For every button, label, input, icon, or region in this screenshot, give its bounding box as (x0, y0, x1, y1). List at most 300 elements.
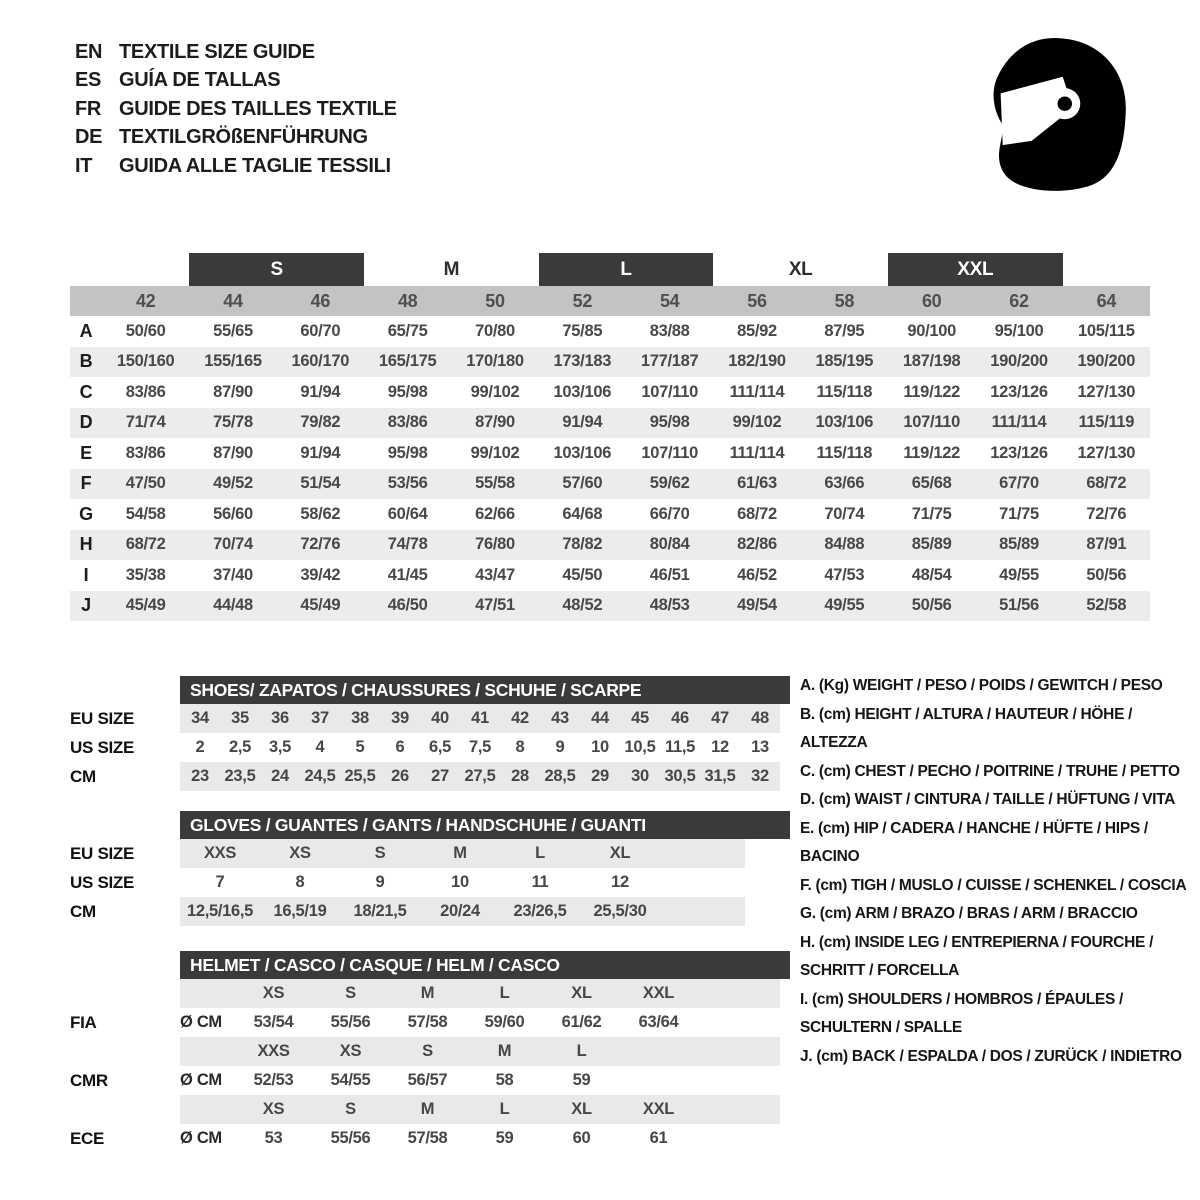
shoes-table (70, 676, 790, 791)
language-label: GUIDE DES TAILLES TEXTILE (119, 97, 397, 120)
table-cell: 43/47 (475, 565, 515, 584)
cell: 9 (555, 738, 565, 756)
cell: 28 (511, 767, 529, 785)
cell: 12 (611, 873, 629, 891)
cell: 60 (572, 1129, 591, 1147)
cell: 53/54 (253, 1013, 294, 1031)
table-cell: 66/70 (649, 504, 690, 523)
table-cell: 103/106 (815, 413, 874, 432)
legend-item: G. (cm) ARM / BRAZO / BRAS / ARM / BRACCIO (800, 905, 1138, 922)
table-cell: 107/110 (641, 443, 698, 462)
table-cell: 85/89 (911, 535, 952, 554)
table-cell: 62/66 (475, 504, 515, 523)
table-cell: 91/94 (300, 443, 341, 462)
row-label: EU SIZE (70, 843, 135, 863)
numeric-size: 60 (921, 290, 942, 311)
numeric-size: 64 (1096, 290, 1117, 311)
size-band (180, 897, 745, 926)
cell: L (576, 1042, 587, 1060)
cell: XS (262, 984, 285, 1002)
table-cell: 71/75 (911, 504, 952, 523)
cell: 3,5 (268, 738, 292, 756)
table-cell: 155/165 (204, 352, 262, 371)
cell: 41 (471, 709, 489, 727)
row-letter: I (83, 564, 89, 585)
legend-item: H. (cm) INSIDE LEG / ENTREPIERNA / FOURCHE / SCHRITT / FORCELLA (800, 933, 1154, 979)
table-cell: 35/38 (125, 565, 166, 584)
table-cell: 48/54 (911, 565, 952, 584)
table-cell: 41/45 (387, 565, 428, 584)
table-cell: 83/88 (649, 321, 690, 340)
size-group-xxl: XXL (888, 253, 1063, 286)
table-cell: 46/51 (649, 565, 690, 584)
numeric-size: 44 (223, 290, 243, 311)
table-cell: 103/106 (553, 443, 612, 462)
cell: 9 (375, 873, 385, 891)
cell: XS (262, 1100, 285, 1118)
cell: 2 (195, 738, 205, 756)
cell: L (499, 1100, 510, 1118)
language-label: GUIDA ALLE TAGLIE TESSILI (119, 154, 391, 177)
cell: 59 (572, 1071, 591, 1089)
table-cell: 83/86 (387, 413, 428, 432)
language-list (75, 38, 397, 181)
cell: 55/56 (330, 1129, 371, 1147)
table-cell: 111/114 (729, 382, 785, 401)
row-label (70, 1037, 180, 1066)
cell: XL (571, 984, 592, 1002)
table-cell: 50/56 (1086, 565, 1127, 584)
size-row (70, 979, 790, 1008)
legend-item: D. (cm) WAIST / CINTURA / TAILLE / HÜFTUNG / VITA (800, 791, 1176, 808)
table-cell: 87/95 (824, 321, 865, 340)
cell: 38 (351, 709, 369, 727)
table-cell: 63/66 (824, 474, 865, 493)
table-cell: 123/126 (990, 443, 1048, 462)
measurement-legend (800, 672, 1198, 1071)
language-code: FR (75, 97, 102, 120)
row-letter: C (79, 381, 93, 402)
cell: 34 (191, 709, 209, 727)
table-cell: 71/75 (999, 504, 1039, 523)
table-row (70, 408, 1150, 439)
cell: 23,5 (224, 767, 256, 785)
table-cell: 64/68 (562, 504, 603, 523)
table-cell: 45/50 (562, 565, 603, 584)
gloves-table (70, 811, 790, 926)
racing-helmet-icon (982, 32, 1132, 194)
size-row (70, 1124, 790, 1153)
standard-label: FIA (70, 1012, 97, 1032)
language-label: TEXTILGRÖßENFÜHRUNG (119, 126, 368, 149)
cell: 36 (271, 709, 289, 727)
cell: 30,5 (664, 767, 696, 785)
size-group-m: M (443, 258, 460, 280)
table-cell: 99/102 (732, 413, 782, 432)
cell: 13 (751, 738, 769, 756)
cell: 63/64 (638, 1013, 679, 1031)
size-band (180, 733, 780, 762)
table-cell: 44/48 (213, 596, 253, 615)
table-cell: 115/118 (816, 382, 873, 401)
table-cell: 72/76 (1086, 504, 1127, 523)
diameter-label: Ø CM (180, 1013, 222, 1031)
table-cell: 80/84 (649, 535, 690, 554)
language-code: ES (75, 69, 102, 92)
language-item (75, 95, 397, 124)
numeric-size: 42 (135, 290, 156, 311)
cell: 11 (531, 873, 549, 891)
size-group-row (70, 253, 1150, 286)
cell: 23 (191, 767, 209, 785)
size-group-s: S (189, 253, 364, 286)
numeric-size: 46 (310, 290, 331, 311)
size-row (70, 762, 790, 791)
table-cell: 170/180 (466, 352, 524, 371)
table-cell: 49/55 (824, 596, 865, 615)
row-letter: E (80, 442, 92, 463)
table-cell: 54/58 (125, 504, 166, 523)
table-cell: 67/70 (999, 474, 1039, 493)
table-cell: 107/110 (903, 413, 960, 432)
table-cell: 70/80 (475, 321, 515, 340)
size-group-xl: XL (788, 258, 813, 280)
row-label: US SIZE (70, 872, 135, 892)
cell: 47 (711, 709, 729, 727)
accessory-tables (70, 676, 790, 1173)
cell: XXS (257, 1042, 290, 1060)
table-cell: 95/98 (387, 443, 428, 462)
numeric-size: 50 (485, 290, 505, 311)
table-cell: 91/94 (300, 382, 341, 401)
table-row (70, 560, 1150, 591)
table-cell: 79/82 (300, 413, 341, 432)
table-cell: 37/40 (213, 565, 253, 584)
language-label: GUÍA DE TALLAS (119, 69, 281, 92)
size-row (70, 839, 790, 868)
table-cell: 48/52 (562, 596, 603, 615)
language-code: EN (75, 40, 103, 63)
table-row (70, 499, 1150, 530)
cell: 37 (311, 709, 329, 727)
table-cell: 83/86 (125, 382, 166, 401)
cell: 39 (391, 709, 409, 727)
table-cell: 107/110 (641, 382, 698, 401)
cell: 18/21,5 (353, 902, 407, 920)
table-cell: 185/195 (815, 352, 874, 371)
size-row (70, 897, 790, 926)
table-cell: 111/114 (729, 443, 785, 462)
table-cell: 59/62 (649, 474, 690, 493)
table-cell: 70/74 (824, 504, 865, 523)
gloves-header: GLOVES / GUANTES / GANTS / HANDSCHUHE / GUANTI (180, 811, 790, 839)
shoes-body (70, 704, 790, 791)
table-cell: 87/90 (475, 413, 515, 432)
cell: 40 (431, 709, 449, 727)
cell: 8 (295, 873, 305, 891)
table-row (70, 438, 1150, 469)
size-row (70, 1037, 790, 1066)
table-cell: 39/42 (300, 565, 341, 584)
cell: XS (289, 844, 311, 862)
table-cell: 55/65 (213, 321, 253, 340)
table-cell: 75/78 (213, 413, 253, 432)
size-row (70, 1095, 790, 1124)
cell: 28,5 (544, 767, 576, 785)
cell: XL (609, 844, 631, 862)
table-row (70, 591, 1150, 622)
cell: XL (571, 1100, 592, 1118)
cell: 10,5 (624, 738, 656, 756)
cell: 12,5/16,5 (186, 902, 254, 920)
cell: 16,5/19 (273, 902, 327, 920)
size-band (180, 1124, 780, 1153)
table-row (70, 316, 1150, 347)
size-row (70, 1008, 790, 1037)
cell: 27,5 (464, 767, 496, 785)
table-cell: 51/56 (999, 596, 1039, 615)
row-letter-spacer (70, 286, 102, 316)
table-cell: 53/56 (387, 474, 428, 493)
table-cell: 46/52 (737, 565, 777, 584)
cell: 55/56 (330, 1013, 371, 1031)
row-label: EU SIZE (70, 708, 135, 728)
table-cell: 87/90 (213, 443, 253, 462)
cell: XXL (642, 984, 675, 1002)
cell: 26 (391, 767, 409, 785)
table-cell: 127/130 (1077, 382, 1136, 401)
cell: 6 (395, 738, 405, 756)
cell: 20/24 (440, 902, 480, 920)
row-letter: J (81, 595, 91, 616)
cell: XXL (642, 1100, 675, 1118)
cell: 42 (511, 709, 529, 727)
table-cell: 47/51 (475, 596, 515, 615)
table-cell: 87/90 (213, 382, 253, 401)
cell: 7,5 (468, 738, 492, 756)
cell: 27 (431, 767, 449, 785)
table-cell: 95/98 (387, 382, 428, 401)
legend-item: J. (cm) BACK / ESPALDA / DOS / ZURÜCK / INDIETRO (800, 1047, 1182, 1065)
cell: 31,5 (704, 767, 736, 785)
table-cell: 68/72 (125, 535, 166, 554)
table-cell: 71/74 (125, 413, 166, 432)
helmet-table (70, 951, 790, 1153)
table-cell: 52/58 (1086, 596, 1127, 615)
table-cell: 119/122 (903, 382, 960, 401)
row-letter: G (79, 503, 93, 524)
cell: 32 (751, 767, 769, 785)
table-cell: 78/82 (562, 535, 603, 554)
table-cell: 68/72 (737, 504, 777, 523)
numeric-size: 54 (659, 290, 680, 311)
cell: 30 (631, 767, 649, 785)
numeric-size: 52 (572, 290, 593, 311)
cell: 4 (315, 738, 325, 756)
table-row (70, 377, 1150, 408)
cell: 43 (551, 709, 569, 727)
cell: 29 (591, 767, 609, 785)
language-item (75, 38, 397, 67)
table-cell: 61/63 (737, 474, 777, 493)
legend-item: I. (cm) SHOULDERS / HOMBROS / ÉPAULES / SCHULTERN / SPALLE (800, 990, 1124, 1036)
table-cell: 115/118 (816, 443, 873, 462)
standard-label: CMR (70, 1070, 108, 1090)
table-cell: 173/183 (553, 352, 612, 371)
table-cell: 45/49 (125, 596, 166, 615)
cell: L (535, 844, 545, 862)
table-cell: 91/94 (562, 413, 603, 432)
table-cell: 150/160 (116, 352, 175, 371)
table-cell: 45/49 (300, 596, 341, 615)
table-cell: 65/68 (911, 474, 952, 493)
cell: 6,5 (428, 738, 452, 756)
table-cell: 49/54 (737, 596, 777, 615)
size-band (180, 762, 780, 791)
diameter-label: Ø CM (180, 1129, 222, 1147)
table-cell: 119/122 (903, 443, 960, 462)
table-cell: 90/100 (907, 321, 956, 340)
cell: 10 (591, 738, 609, 756)
table-cell: 65/75 (387, 321, 428, 340)
table-cell: 85/89 (999, 535, 1039, 554)
cell: L (499, 984, 510, 1002)
table-cell: 105/115 (1078, 321, 1135, 340)
table-cell: 82/86 (737, 535, 777, 554)
cell: 24 (271, 767, 289, 785)
table-cell: 48/53 (649, 596, 690, 615)
cell: 53 (264, 1129, 283, 1147)
language-code: DE (75, 126, 103, 149)
table-cell: 95/100 (994, 321, 1044, 340)
language-item (75, 67, 397, 96)
table-cell: 57/60 (562, 474, 603, 493)
table-cell: 103/106 (553, 382, 612, 401)
shoes-header: SHOES/ ZAPATOS / CHAUSSURES / SCHUHE / SCARPE (180, 676, 790, 704)
legend-item: F. (cm) TIGH / MUSLO / CUISSE / SCHENKEL / COSCIA (800, 876, 1187, 894)
cell: 45 (631, 709, 649, 727)
table-cell: 49/55 (999, 565, 1039, 584)
table-cell: 84/88 (824, 535, 865, 554)
legend-item: E. (cm) HIP / CADERA / HANCHE / HÜFTE / HIPS / BACINO (800, 819, 1148, 865)
cell: 56/57 (407, 1071, 448, 1089)
row-letter: A (79, 320, 93, 341)
cell: 35 (231, 709, 249, 727)
table-row (70, 347, 1150, 378)
table-cell: 70/74 (213, 535, 253, 554)
cell: 57/58 (407, 1013, 448, 1031)
row-letter: H (79, 534, 93, 555)
row-label: CM (70, 766, 96, 786)
size-band (180, 1066, 780, 1095)
table-cell: 47/50 (125, 474, 166, 493)
cell: 7 (215, 873, 225, 891)
language-code: IT (75, 154, 93, 177)
cell: 52/53 (253, 1071, 294, 1089)
table-cell: 50/60 (125, 321, 166, 340)
table-cell: 165/175 (378, 352, 437, 371)
table-cell: 160/170 (291, 352, 350, 371)
cell: 48 (751, 709, 769, 727)
cell: 12 (711, 738, 729, 756)
cell: 5 (355, 738, 365, 756)
cell: 61/62 (561, 1013, 602, 1031)
table-cell: 190/200 (1077, 352, 1136, 371)
size-row (70, 868, 790, 897)
table-cell: 127/130 (1077, 443, 1136, 462)
size-band (180, 839, 745, 868)
cell: 11,5 (664, 738, 695, 756)
table-cell: 111/114 (991, 413, 1047, 432)
gloves-body (70, 839, 790, 926)
cell: S (345, 984, 356, 1002)
cell: XS (339, 1042, 362, 1060)
table-cell: 56/60 (213, 504, 253, 523)
table-row (70, 469, 1150, 500)
size-row (70, 1066, 790, 1095)
cell: 57/58 (407, 1129, 448, 1147)
size-row (70, 733, 790, 762)
cell: 44 (591, 709, 609, 727)
size-band (180, 979, 780, 1008)
table-cell: 51/54 (300, 474, 341, 493)
table-cell: 187/198 (902, 352, 961, 371)
table-cell: 99/102 (470, 443, 520, 462)
table-cell: 83/86 (125, 443, 166, 462)
cell: XXS (203, 844, 237, 862)
cell: M (420, 1100, 435, 1118)
row-label (70, 979, 180, 1008)
cell: S (374, 844, 386, 862)
cell: S (422, 1042, 433, 1060)
size-band (180, 1037, 780, 1066)
table-cell: 50/56 (911, 596, 952, 615)
legend-item: B. (cm) HEIGHT / ALTURA / HAUTEUR / HÖHE / ALTEZZA (800, 705, 1133, 751)
numeric-size-row (70, 286, 1150, 316)
table-cell: 177/187 (640, 352, 699, 371)
cell: 23/26,5 (513, 902, 567, 920)
numeric-size: 48 (397, 290, 418, 311)
cell: 24,5 (304, 767, 336, 785)
cell: 59/60 (484, 1013, 525, 1031)
language-label: TEXTILE SIZE GUIDE (119, 40, 315, 63)
table-cell: 74/78 (387, 535, 428, 554)
cell: M (453, 844, 467, 862)
table-cell: 99/102 (470, 382, 520, 401)
cell: 10 (451, 873, 469, 891)
cell: 61 (649, 1129, 668, 1147)
size-band (180, 1008, 780, 1037)
textile-size-table (70, 253, 1150, 621)
row-label: CM (70, 901, 96, 921)
table-cell: 115/119 (1078, 413, 1135, 432)
row-label: US SIZE (70, 737, 135, 757)
table-cell: 182/190 (728, 352, 786, 371)
table-cell: 95/98 (649, 413, 690, 432)
table-cell: 75/85 (562, 321, 603, 340)
legend-item: A. (Kg) WEIGHT / PESO / POIDS / GEWITCH / PESO (800, 677, 1163, 694)
table-cell: 87/91 (1086, 535, 1127, 554)
cell: 25,5 (344, 767, 376, 785)
table-cell: 76/80 (475, 535, 515, 554)
size-table-body (70, 316, 1150, 621)
diameter-label: Ø CM (180, 1071, 222, 1089)
numeric-size: 62 (1009, 290, 1029, 311)
cell: 2,5 (228, 738, 252, 756)
size-row (70, 704, 790, 733)
cell: 25,5/30 (593, 902, 647, 920)
cell: S (345, 1100, 356, 1118)
